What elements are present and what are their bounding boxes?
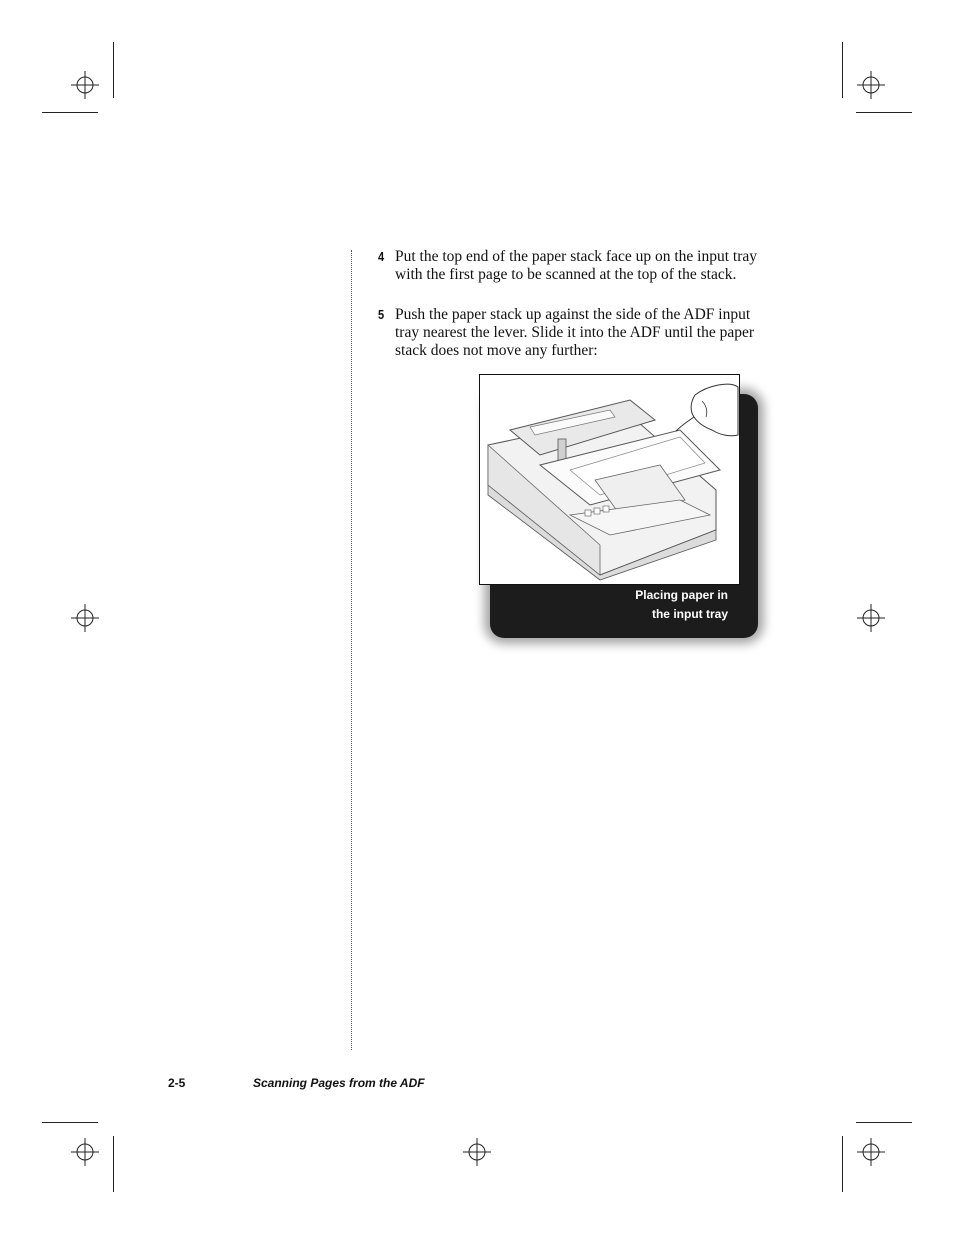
registration-target-icon xyxy=(71,1138,99,1166)
registration-target-icon xyxy=(857,71,885,99)
step-text: Put the top end of the paper stack face up on the input tray with the first page to be scanned at the top of the stack. xyxy=(395,248,757,283)
step-5 xyxy=(378,306,758,360)
footer-section-title: Scanning Pages from the ADF xyxy=(253,1076,425,1090)
step-text: Push the paper stack up against the side of the ADF input tray nearest the lever. Slide it into the ADF until the paper stack does not move any further: xyxy=(395,306,754,359)
registration-target-icon xyxy=(71,604,99,632)
registration-target-icon xyxy=(463,1138,491,1166)
step-number: 4 xyxy=(378,249,385,264)
figure-caption xyxy=(635,586,728,624)
caption-line: the input tray xyxy=(651,607,728,621)
step-number: 5 xyxy=(378,307,385,322)
scanner-illustration xyxy=(479,374,740,585)
step-4 xyxy=(378,248,758,284)
column-divider xyxy=(351,250,352,1050)
caption-line: Placing paper in xyxy=(635,588,728,602)
scanner-adf-icon xyxy=(480,375,739,584)
registration-target-icon xyxy=(857,1138,885,1166)
registration-target-icon xyxy=(857,604,885,632)
registration-target-icon xyxy=(71,71,99,99)
page-number: 2-5 xyxy=(168,1076,186,1090)
